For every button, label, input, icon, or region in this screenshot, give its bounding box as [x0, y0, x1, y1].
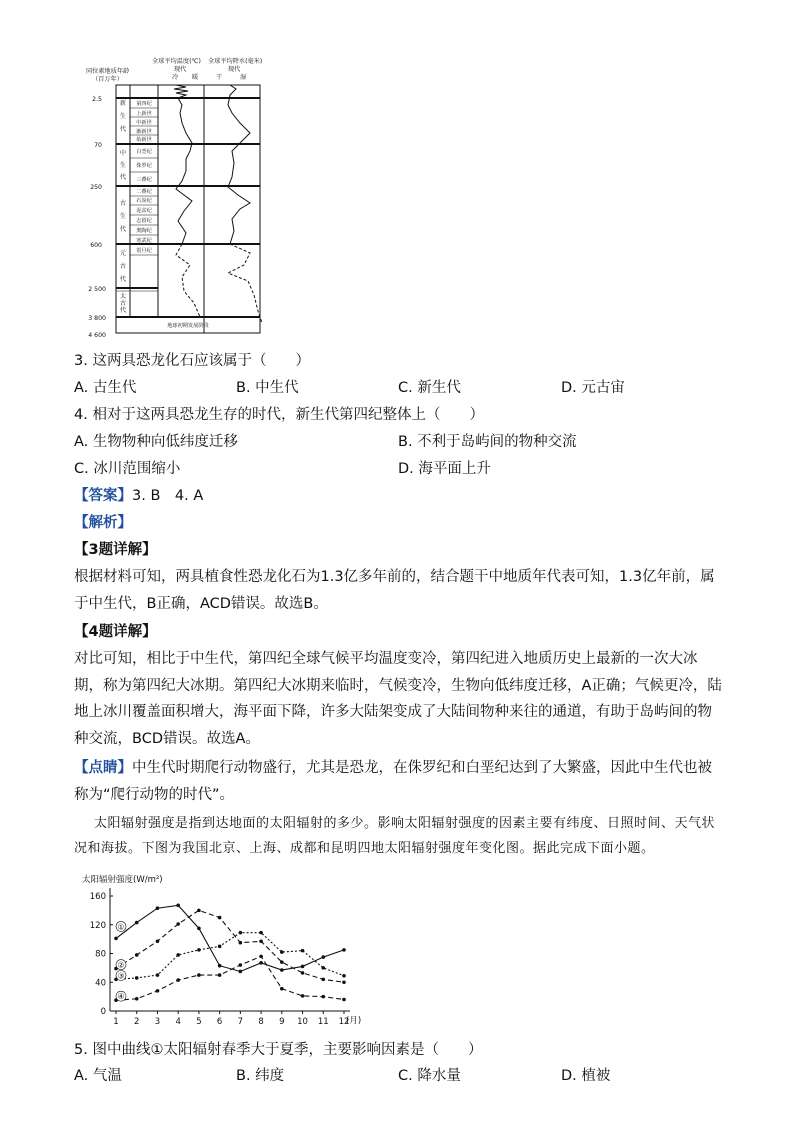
- period-label: 上新世: [136, 111, 152, 117]
- x-tick-label: 11: [317, 1017, 329, 1027]
- data-point: [280, 968, 284, 972]
- data-point: [176, 978, 180, 982]
- q4-detail-text: 对比可知，相比于中生代，第四纪全球气候平均温度变冷，第四纪进入地质历史上最新的一次大冰期，称为第四纪大冰期。第四纪大冰期来临时，气候变冷，生物向低纬度迁移，A正确；气候更冷，陆地上冰川覆盖面积增大，海平面下降，许多大陆架变成了大陆间物种来往的通道，有助于岛屿间的物种交流，BCD错误。故选A。: [74, 651, 722, 747]
- period-label: 奥陶纪: [136, 228, 152, 234]
- y-tick-label: 40: [95, 978, 106, 989]
- era-label: 代: [119, 307, 127, 314]
- era-label: 代: [119, 126, 127, 133]
- series-label: ③: [117, 971, 125, 981]
- precip-now-label: 现代: [228, 66, 241, 73]
- age-label: 4 600: [88, 332, 106, 339]
- age-label: 2.5: [92, 96, 102, 103]
- data-point: [176, 904, 180, 908]
- age-column-header: 同位素地质年龄（百万年）: [86, 68, 130, 83]
- series-label: ④: [117, 992, 125, 1002]
- q5-option-d[interactable]: D. 植被: [561, 1068, 611, 1084]
- data-point: [280, 960, 284, 964]
- data-point: [135, 976, 139, 980]
- data-point: [321, 966, 325, 970]
- q4-stem: 4. 相对于这两具恐龙生存的时代，新生代第四纪整体上（ ）: [74, 407, 484, 423]
- data-point: [280, 950, 284, 954]
- series-label: ②: [117, 960, 125, 970]
- q5-option-b[interactable]: B. 纬度: [236, 1068, 285, 1084]
- data-point: [321, 978, 325, 982]
- era-label: 生: [119, 162, 127, 169]
- data-point: [259, 931, 263, 935]
- x-tick-label: 9: [279, 1017, 285, 1027]
- period-label: 中新世: [136, 120, 152, 126]
- data-point: [156, 939, 160, 943]
- precip-dry-label: 干: [216, 74, 223, 81]
- temp-header: 全球平均温度(℃): [152, 58, 201, 65]
- era-label: 古: [119, 300, 127, 307]
- data-point: [135, 953, 139, 957]
- period-label: 第四纪: [136, 101, 152, 107]
- period-label: 白垩纪: [136, 149, 152, 155]
- era-label: 古: [119, 263, 127, 270]
- q4-option-b[interactable]: B. 不利于岛屿间的物种交流: [398, 434, 577, 450]
- data-point: [301, 949, 305, 953]
- period-label: 渐新世: [136, 129, 152, 135]
- x-tick-label: 4: [175, 1017, 181, 1027]
- age-label: 70: [94, 142, 102, 149]
- y-tick-label: 0: [100, 1007, 106, 1017]
- q4-option-a[interactable]: A. 生物物种向低纬度迁移: [74, 434, 238, 450]
- data-point: [176, 953, 180, 957]
- era-label: 元: [119, 250, 127, 257]
- era-label: 生: [119, 213, 127, 220]
- data-point: [156, 973, 160, 977]
- period-label: 石炭纪: [136, 198, 152, 204]
- q3-option-c[interactable]: C. 新生代: [398, 380, 461, 396]
- data-point: [135, 921, 139, 925]
- period-label: 二叠纪: [136, 189, 152, 195]
- era-label: 代: [119, 174, 127, 181]
- age-label: 600: [90, 242, 102, 249]
- data-point: [239, 963, 243, 967]
- era-label: 古: [119, 200, 127, 207]
- data-point: [342, 948, 346, 952]
- period-label: 始新世: [136, 137, 152, 143]
- early-stage-label: 地球初期发展阶段: [167, 323, 209, 329]
- q4-option-c[interactable]: C. 冰川范围缩小: [74, 461, 181, 477]
- q5-option-c[interactable]: C. 降水量: [398, 1068, 461, 1084]
- data-point: [301, 994, 305, 998]
- tip-paragraph: [74, 755, 724, 808]
- series-line-3: [116, 933, 344, 980]
- data-point: [156, 989, 160, 993]
- temp-now-label: 现代: [174, 66, 187, 73]
- era-label: 中: [119, 150, 127, 157]
- data-point: [259, 939, 263, 943]
- precipitation-curve: [228, 85, 250, 244]
- data-point: [239, 970, 243, 974]
- precip-wet-label: 湿: [240, 74, 247, 81]
- period-label: 三叠纪: [136, 177, 152, 183]
- data-point: [301, 965, 305, 969]
- period-label: 侏罗纪: [136, 163, 152, 169]
- era-label: 太: [119, 293, 127, 300]
- q3-option-b[interactable]: B. 中生代: [236, 380, 299, 396]
- era-label: 代: [119, 226, 127, 233]
- answer-text: 3. B 4. A: [132, 488, 204, 504]
- data-point: [197, 909, 201, 913]
- data-point: [114, 937, 118, 941]
- geologic-time-chart: [82, 55, 282, 345]
- q3-option-d[interactable]: D. 元古宙: [561, 380, 625, 396]
- data-point: [301, 971, 305, 975]
- data-point: [342, 998, 346, 1002]
- x-tick-label: 12: [338, 1017, 350, 1027]
- q3-option-a[interactable]: A. 古生代: [74, 380, 137, 396]
- x-tick-label: 3: [154, 1017, 161, 1027]
- data-point: [176, 922, 180, 926]
- data-point: [197, 948, 201, 952]
- intro-paragraph: 太阳辐射强度是指到达地面的太阳辐射的多少。影响太阳辐射强度的因素主要有纬度、日照时间、天气状况和海拔。下图为我国北京、上海、成都和昆明四地太阳辐射强度年变化图。据此完成下面小题。: [74, 816, 716, 856]
- age-label: 3 800: [88, 315, 106, 322]
- era-label: 生: [119, 113, 127, 120]
- precip-header: 全球平均降水(毫米): [208, 58, 263, 65]
- data-point: [218, 964, 222, 968]
- data-point: [135, 997, 139, 1001]
- data-point: [239, 931, 243, 935]
- data-point: [197, 973, 201, 977]
- y-tick-label: 120: [89, 920, 106, 931]
- data-point: [218, 973, 222, 977]
- q3-detail-label: 【3题详解】: [74, 542, 157, 558]
- data-point: [218, 916, 222, 920]
- period-label: 寒武纪: [136, 238, 152, 244]
- data-point: [218, 945, 222, 949]
- period-label: 志留纪: [136, 218, 152, 224]
- era-label: 代: [119, 276, 127, 283]
- x-tick-label: 6: [216, 1017, 223, 1027]
- data-point: [259, 955, 263, 959]
- series-line-2: [116, 910, 344, 982]
- data-point: [156, 906, 160, 910]
- series-line-1: [116, 905, 344, 971]
- data-point: [259, 961, 263, 965]
- q3-detail-text: 根据材料可知，两具植食性恐龙化石为1.3亿多年前的，结合题干中地质年代表可知，1.3亿年前，属于中生代，B正确，ACD错误。故选B。: [74, 569, 715, 612]
- analysis-label: 【解析】: [74, 515, 132, 531]
- temperature-curve: [174, 85, 192, 244]
- q4-option-d[interactable]: D. 海平面上升: [398, 461, 491, 477]
- data-point: [342, 974, 346, 978]
- data-point: [239, 941, 243, 945]
- x-tick-label: 7: [237, 1017, 244, 1027]
- x-tick-label: 5: [196, 1017, 202, 1027]
- data-point: [197, 927, 201, 931]
- q4-detail-label: 【4题详解】: [74, 624, 157, 640]
- temp-warm-label: 暖: [192, 74, 199, 81]
- temp-cold-label: 冷: [172, 74, 179, 81]
- y-tick-label: 160: [89, 892, 106, 902]
- data-point: [321, 995, 325, 999]
- data-point: [342, 980, 346, 984]
- period-label: 泥盆纪: [136, 208, 152, 214]
- x-tick-label: 1: [113, 1017, 119, 1027]
- period-label: 震旦纪: [136, 248, 152, 254]
- data-point: [280, 987, 284, 991]
- answer-label: 【答案】: [74, 488, 132, 504]
- x-tick-label: 8: [258, 1017, 264, 1027]
- x-tick-label: 2: [134, 1017, 140, 1027]
- tip-text: 中生代时期爬行动物盛行，尤其是恐龙，在侏罗纪和白垩纪达到了大繁盛，因此中生代也被称为“爬行动物的时代”。: [74, 760, 712, 803]
- solar-radiation-chart: [78, 868, 368, 1030]
- q5-option-a[interactable]: A. 气温: [74, 1068, 122, 1084]
- q3-stem: 3. 这两具恐龙化石应该属于（ ）: [74, 353, 310, 369]
- series-label: ①: [117, 922, 125, 932]
- era-label: 新: [119, 100, 127, 107]
- answer-line: [74, 486, 203, 506]
- tip-label: 【点睛】: [74, 760, 132, 776]
- age-label: 250: [90, 184, 102, 191]
- data-point: [321, 955, 325, 959]
- y-tick-label: 80: [95, 949, 106, 960]
- x-tick-label: 10: [297, 1017, 308, 1027]
- y-axis-label: 太阳辐射强度(W/m²): [82, 875, 163, 885]
- q5-stem: 5. 图中曲线①太阳辐射春季大于夏季，主要影响因素是（ ）: [74, 1042, 483, 1058]
- age-label: 2 500: [88, 286, 106, 293]
- x-axis-label: (月): [346, 1016, 362, 1026]
